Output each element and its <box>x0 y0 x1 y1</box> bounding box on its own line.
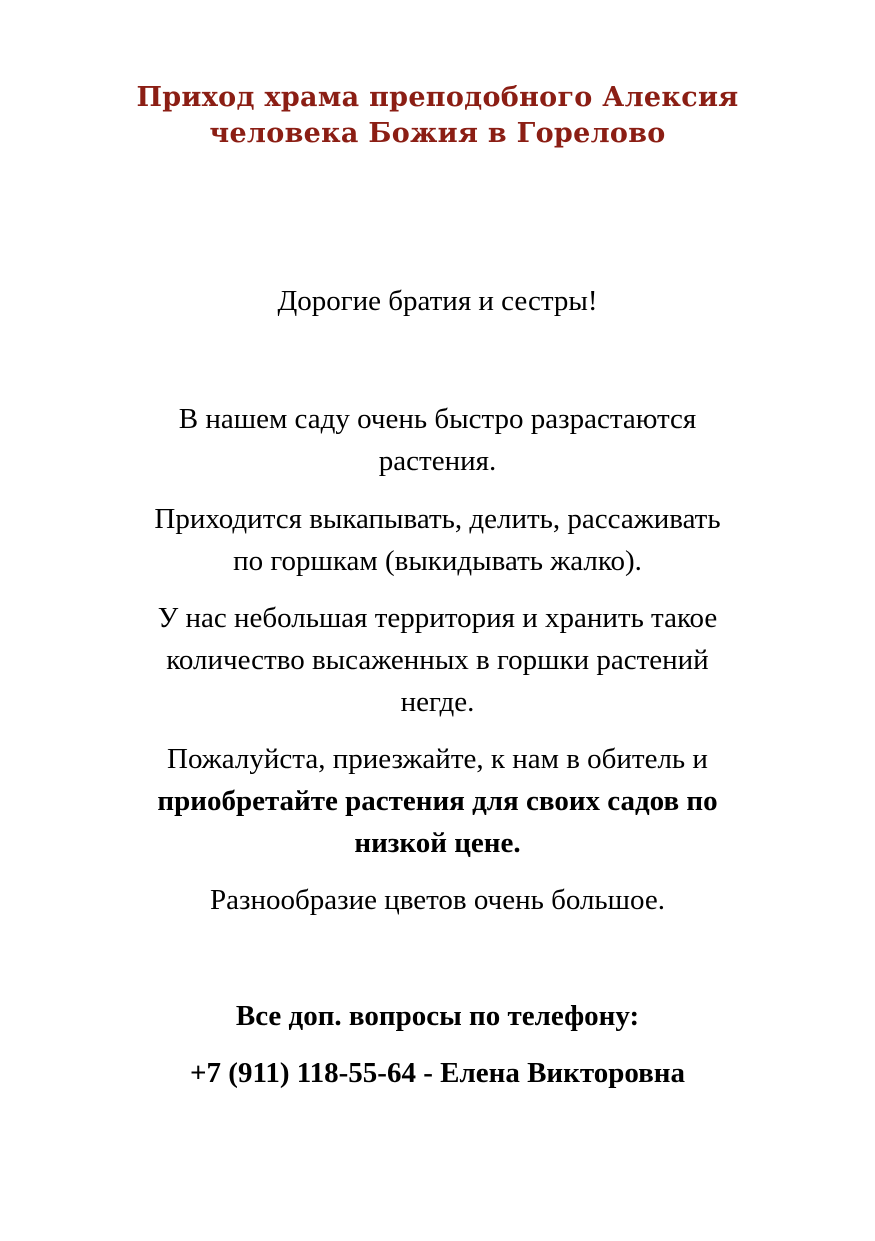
paragraph-line: У нас небольшая территория и хранить такое <box>157 602 718 634</box>
paragraph-garden <box>90 398 785 482</box>
paragraph-line: негде. <box>400 686 475 718</box>
paragraph-digging <box>90 498 785 582</box>
paragraph-line: В нашем саду очень быстро разрастаются <box>178 403 697 435</box>
paragraph-line: Приходится выкапывать, делить, рассаживать <box>154 503 721 535</box>
parish-header <box>0 80 875 152</box>
paragraph-line: Разнообразие цветов очень большое. <box>210 884 665 916</box>
paragraph-bold-line: приобретайте растения для своих садов по <box>157 785 718 817</box>
paragraph-invitation <box>90 738 785 864</box>
paragraph-territory <box>90 597 785 723</box>
contact-question: Все доп. вопросы по телефону: <box>235 1000 640 1032</box>
parish-title-line-2: человека Божия в Горелово <box>209 118 666 149</box>
paragraph-variety <box>90 879 785 921</box>
parish-title-line-1: Приход храма преподобного Алексия <box>136 82 739 113</box>
contact-phone: +7 (911) 118-55-64 - Елена Викторовна <box>190 1057 685 1089</box>
paragraph-line: количество высаженных в горшки растений <box>166 644 709 676</box>
paragraph-line: по горшкам (выкидывать жалко). <box>233 545 642 577</box>
paragraph-line: растения. <box>378 445 497 477</box>
paragraph-line: Пожалуйста, приезжайте, к нам в обитель и <box>167 743 708 775</box>
greeting: Дорогие братия и сестры! <box>277 285 598 317</box>
paragraph-bold-line: низкой цене. <box>354 827 521 859</box>
